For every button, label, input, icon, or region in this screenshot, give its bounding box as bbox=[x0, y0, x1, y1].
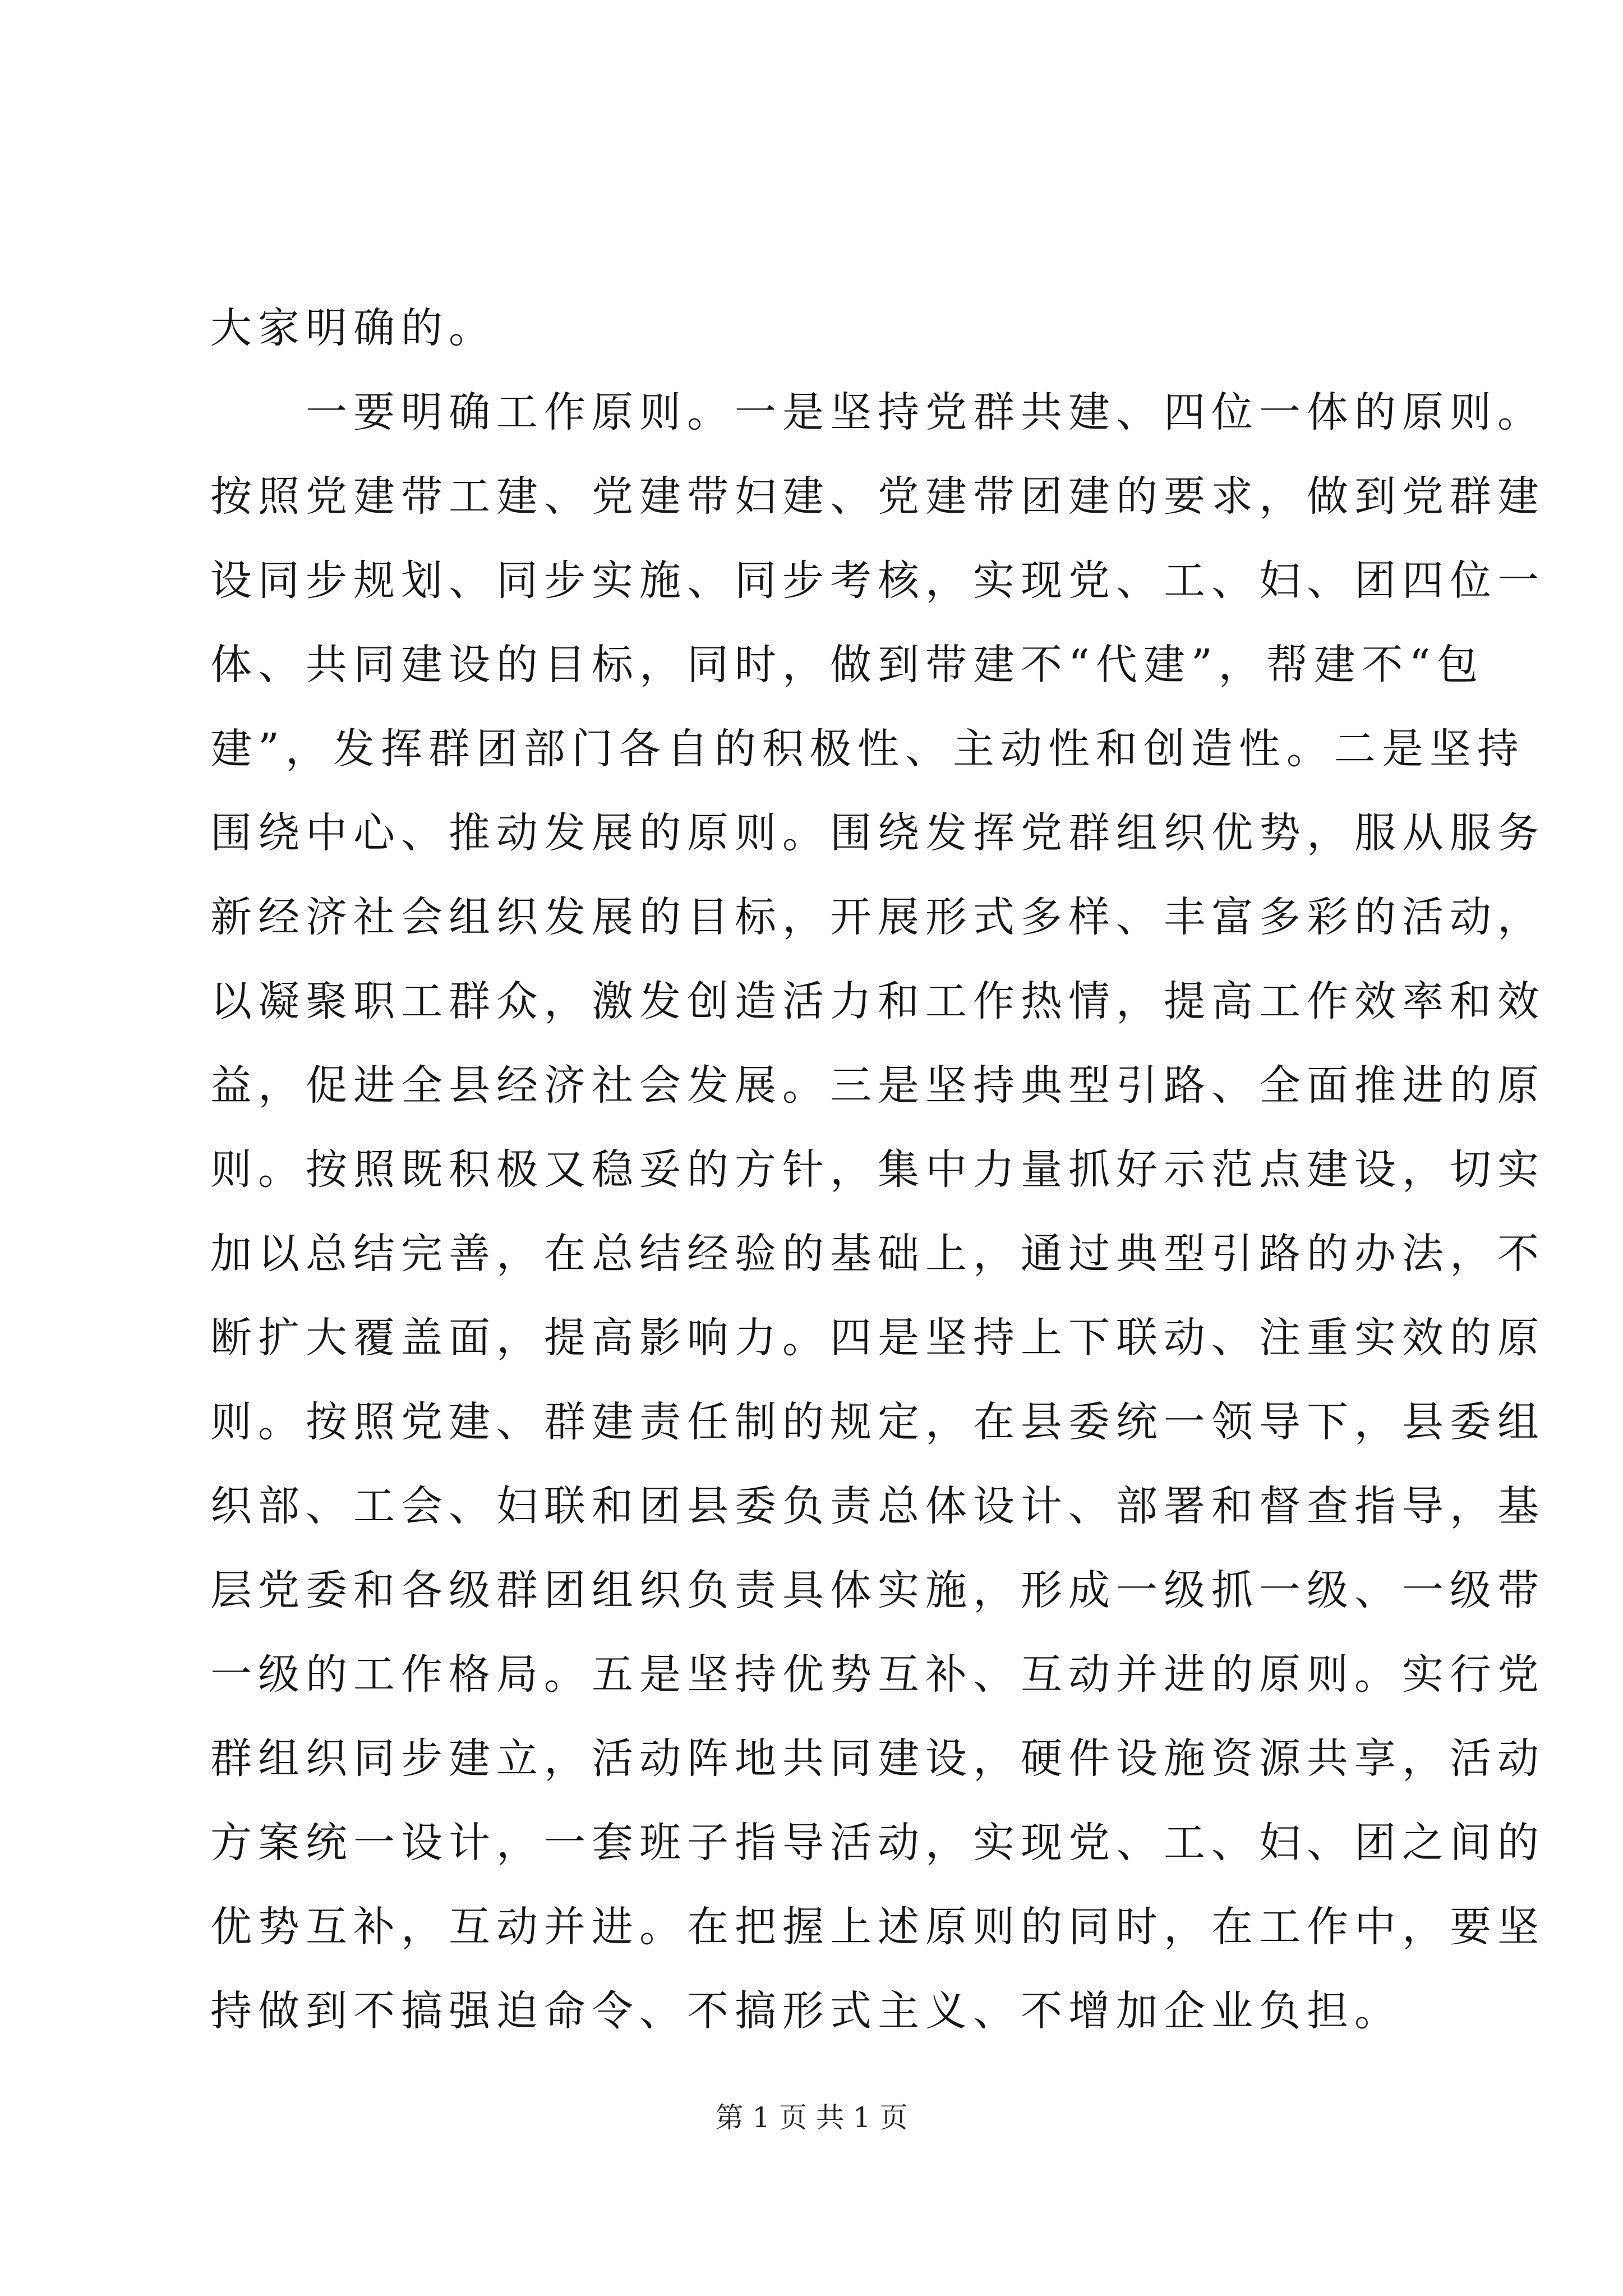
text-line: 体、共同建设的目标，同时，做到带建不“代建”，帮建不“包 bbox=[210, 641, 1484, 689]
text-line: 一级的工作格局。五是坚持优势互补、互动并进的原则。实行党 bbox=[210, 1650, 1545, 1699]
text-line: 设同步规划、同步实施、同步考核，实现党、工、妇、团四位一 bbox=[210, 556, 1545, 605]
text-line: 群组织同步建立，活动阵地共同建设，硬件设施资源共享，活动 bbox=[210, 1734, 1545, 1783]
text-line: 持做到不搞强迫命令、不搞形式主义、不增加企业负担。 bbox=[210, 1987, 1402, 2035]
page-footer: 第 1 页 共 1 页 bbox=[715, 2101, 908, 2134]
text-line: 层党委和各级群团组织负责具体实施，形成一级抓一级、一级带 bbox=[210, 1566, 1545, 1614]
text-line: 加以总结完善，在总结经验的基础上，通过典型引路的办法，不 bbox=[210, 1230, 1545, 1278]
text-line: 新经济社会组织发展的目标，开展形式多样、丰富多彩的活动， bbox=[210, 893, 1545, 941]
text-line: 围绕中心、推动发展的原则。围绕发挥党群组织优势，服从服务 bbox=[210, 809, 1545, 857]
text-line: 则。按照党建、群建责任制的规定，在县委统一领导下，县委组 bbox=[210, 1398, 1545, 1446]
text-line: 益，促进全县经济社会发展。三是坚持典型引路、全面推进的原 bbox=[210, 1061, 1545, 1110]
text-line: 则。按照既积极又稳妥的方针，集中力量抓好示范点建设，切实 bbox=[210, 1145, 1545, 1194]
text-line: 建”，发挥群团部门各自的积极性、主动性和创造性。二是坚持 bbox=[210, 725, 1525, 773]
text-line: 一要明确工作原则。一是坚持党群共建、四位一体的原则。 bbox=[210, 388, 1545, 436]
text-line: 断扩大覆盖面，提高影响力。四是坚持上下联动、注重实效的原 bbox=[210, 1314, 1545, 1362]
text-line: 优势互补，互动并进。在把握上述原则的同时，在工作中，要坚 bbox=[210, 1903, 1545, 1951]
text-line: 方案统一设计，一套班子指导活动，实现党、工、妇、团之间的 bbox=[210, 1819, 1545, 1867]
text-line: 按照党建带工建、党建带妇建、党建带团建的要求，做到党群建 bbox=[210, 472, 1545, 521]
body-text bbox=[210, 286, 1545, 2053]
text-line: 大家明确的。 bbox=[210, 304, 496, 352]
text-line: 以凝聚职工群众，激发创造活力和工作热情，提高工作效率和效 bbox=[210, 977, 1545, 1025]
text-line: 织部、工会、妇联和团县委负责总体设计、部署和督查指导，基 bbox=[210, 1482, 1545, 1530]
